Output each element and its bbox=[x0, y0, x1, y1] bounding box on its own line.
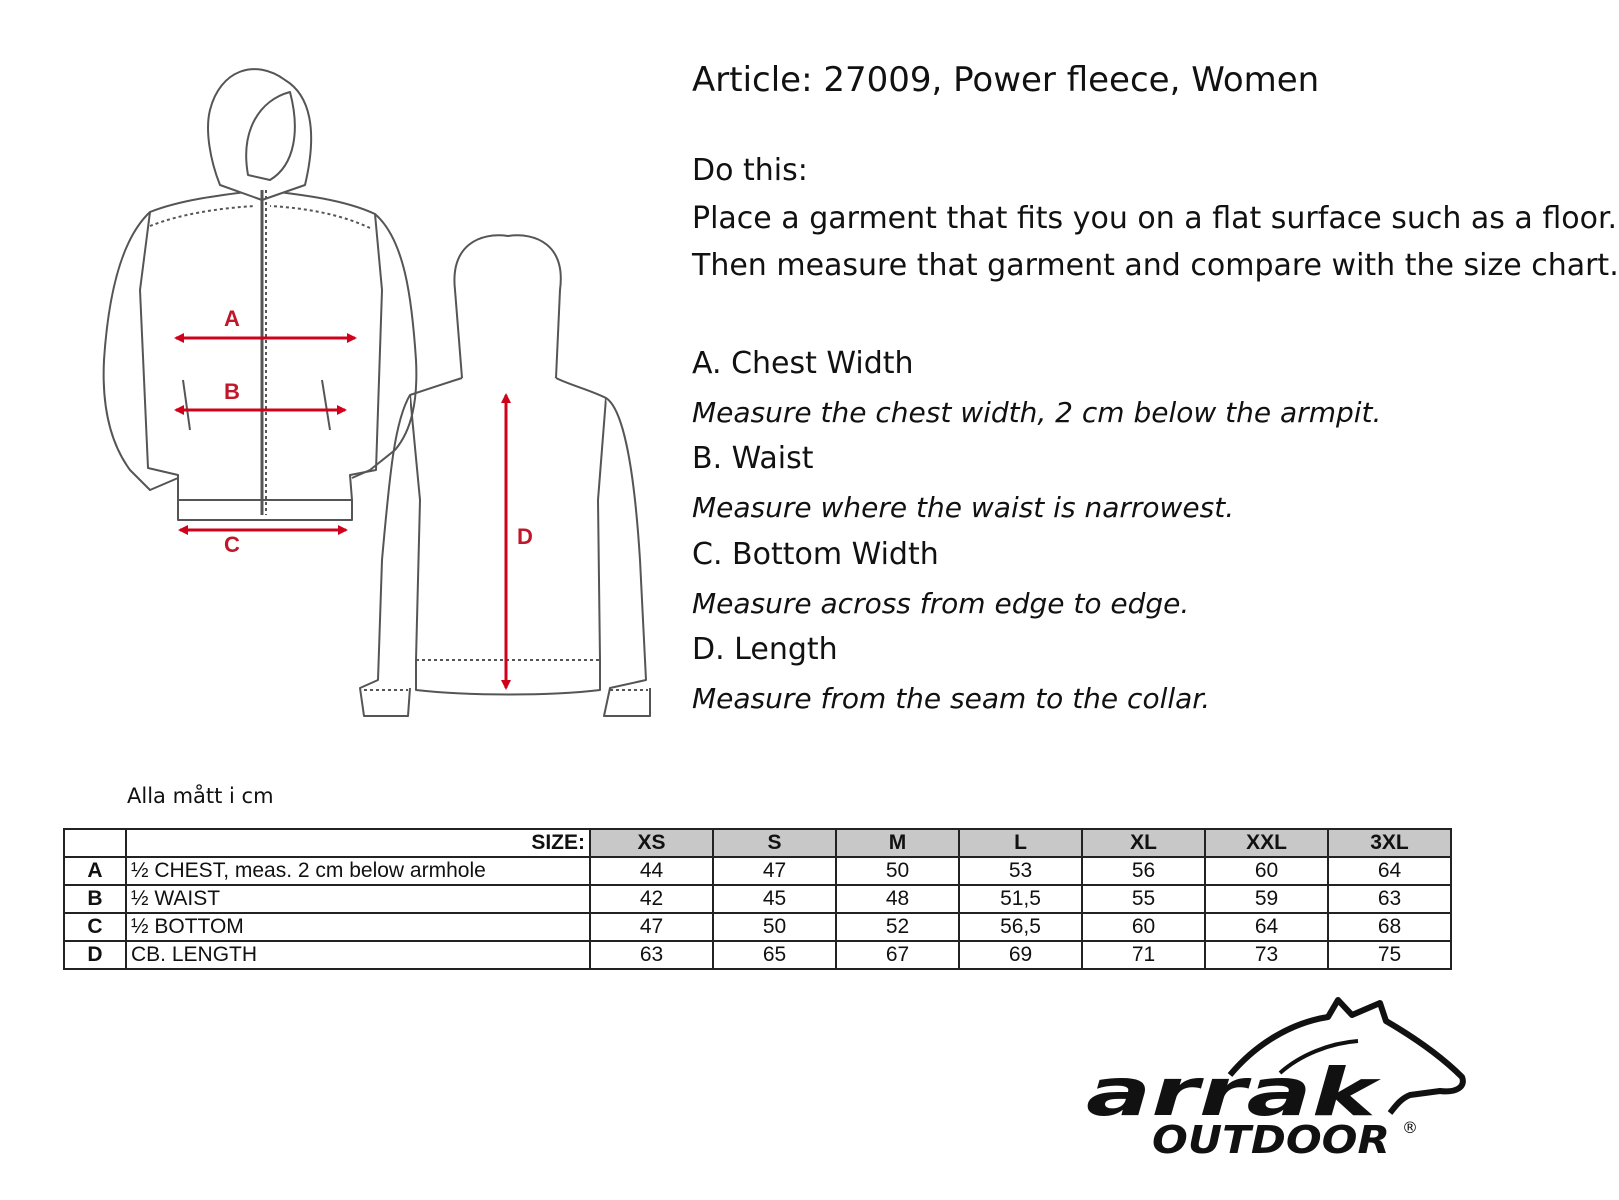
table-cell: 65 bbox=[713, 941, 836, 969]
measure-a-title: A. Chest Width bbox=[692, 346, 914, 381]
table-cell: 55 bbox=[1082, 885, 1205, 913]
row-label: CB. LENGTH bbox=[126, 941, 590, 969]
table-row bbox=[64, 913, 1451, 941]
table-cell: 63 bbox=[1328, 885, 1451, 913]
article-title: Article: 27009, Power fleece, Women bbox=[692, 60, 1320, 100]
table-cell: 64 bbox=[1205, 913, 1328, 941]
table-cell: 47 bbox=[590, 913, 713, 941]
table-cell: 51,5 bbox=[959, 885, 1082, 913]
row-label: ½ CHEST, meas. 2 cm below armhole bbox=[126, 857, 590, 885]
measure-d-title: D. Length bbox=[692, 632, 838, 667]
table-cell: 44 bbox=[590, 857, 713, 885]
table-cell: 75 bbox=[1328, 941, 1451, 969]
measure-d-description: Measure from the seam to the collar. bbox=[692, 682, 1211, 715]
units-note: Alla mått i cm bbox=[127, 784, 274, 808]
instructions-line-2: Then measure that garment and compare with the size chart. bbox=[692, 248, 1619, 283]
table-cell: 71 bbox=[1082, 941, 1205, 969]
table-cell: 50 bbox=[836, 857, 959, 885]
table-cell: 47 bbox=[713, 857, 836, 885]
row-label: ½ BOTTOM bbox=[126, 913, 590, 941]
brand-wordmark: arrak bbox=[1086, 1054, 1382, 1131]
size-header-xxl: XXL bbox=[1205, 829, 1328, 857]
size-header-xs: XS bbox=[590, 829, 713, 857]
row-code: A bbox=[64, 857, 126, 885]
table-cell: 59 bbox=[1205, 885, 1328, 913]
size-header-l: L bbox=[959, 829, 1082, 857]
measure-label-c: C bbox=[224, 532, 240, 557]
row-code: D bbox=[64, 941, 126, 969]
arrak-outdoor-logo bbox=[1080, 995, 1480, 1165]
garment-illustration bbox=[0, 0, 680, 760]
size-header-3xl: 3XL bbox=[1328, 829, 1451, 857]
size-header-xl: XL bbox=[1082, 829, 1205, 857]
size-label: SIZE: bbox=[126, 829, 590, 857]
registered-mark: ® bbox=[1402, 1118, 1418, 1137]
table-cell: 48 bbox=[836, 885, 959, 913]
measure-b-description: Measure where the waist is narrowest. bbox=[692, 491, 1235, 524]
table-cell: 68 bbox=[1328, 913, 1451, 941]
measure-a-description: Measure the chest width, 2 cm below the armpit. bbox=[692, 396, 1382, 429]
table-cell: 56,5 bbox=[959, 913, 1082, 941]
table-cell: 50 bbox=[713, 913, 836, 941]
measure-c-description: Measure across from edge to edge. bbox=[692, 587, 1190, 620]
size-header-s: S bbox=[713, 829, 836, 857]
size-header-row bbox=[64, 829, 1451, 857]
table-cell: 42 bbox=[590, 885, 713, 913]
measure-label-d: D bbox=[517, 524, 533, 549]
table-cell: 64 bbox=[1328, 857, 1451, 885]
front-view-hoodie bbox=[104, 69, 417, 520]
table-cell: 56 bbox=[1082, 857, 1205, 885]
table-cell: 69 bbox=[959, 941, 1082, 969]
instructions-panel bbox=[692, 0, 1619, 760]
table-cell: 67 bbox=[836, 941, 959, 969]
table-cell: 73 bbox=[1205, 941, 1328, 969]
measure-c-title: C. Bottom Width bbox=[692, 537, 939, 572]
table-cell: 60 bbox=[1082, 913, 1205, 941]
instructions-line-1: Place a garment that fits you on a flat surface such as a floor. bbox=[692, 201, 1618, 236]
table-cell: 60 bbox=[1205, 857, 1328, 885]
table-cell: 52 bbox=[836, 913, 959, 941]
measure-b-title: B. Waist bbox=[692, 441, 814, 476]
header-empty-cell bbox=[64, 829, 126, 857]
table-cell: 45 bbox=[713, 885, 836, 913]
brand-subtitle: OUTDOOR bbox=[1152, 1118, 1390, 1162]
table-cell: 63 bbox=[590, 941, 713, 969]
table-row bbox=[64, 941, 1451, 969]
row-code: B bbox=[64, 885, 126, 913]
measure-label-a: A bbox=[224, 306, 240, 331]
table-row bbox=[64, 857, 1451, 885]
row-code: C bbox=[64, 913, 126, 941]
measure-label-b: B bbox=[224, 379, 240, 404]
table-cell: 53 bbox=[959, 857, 1082, 885]
instructions-heading: Do this: bbox=[692, 153, 808, 188]
table-row bbox=[64, 885, 1451, 913]
size-table bbox=[63, 828, 1452, 970]
size-header-m: M bbox=[836, 829, 959, 857]
row-label: ½ WAIST bbox=[126, 885, 590, 913]
